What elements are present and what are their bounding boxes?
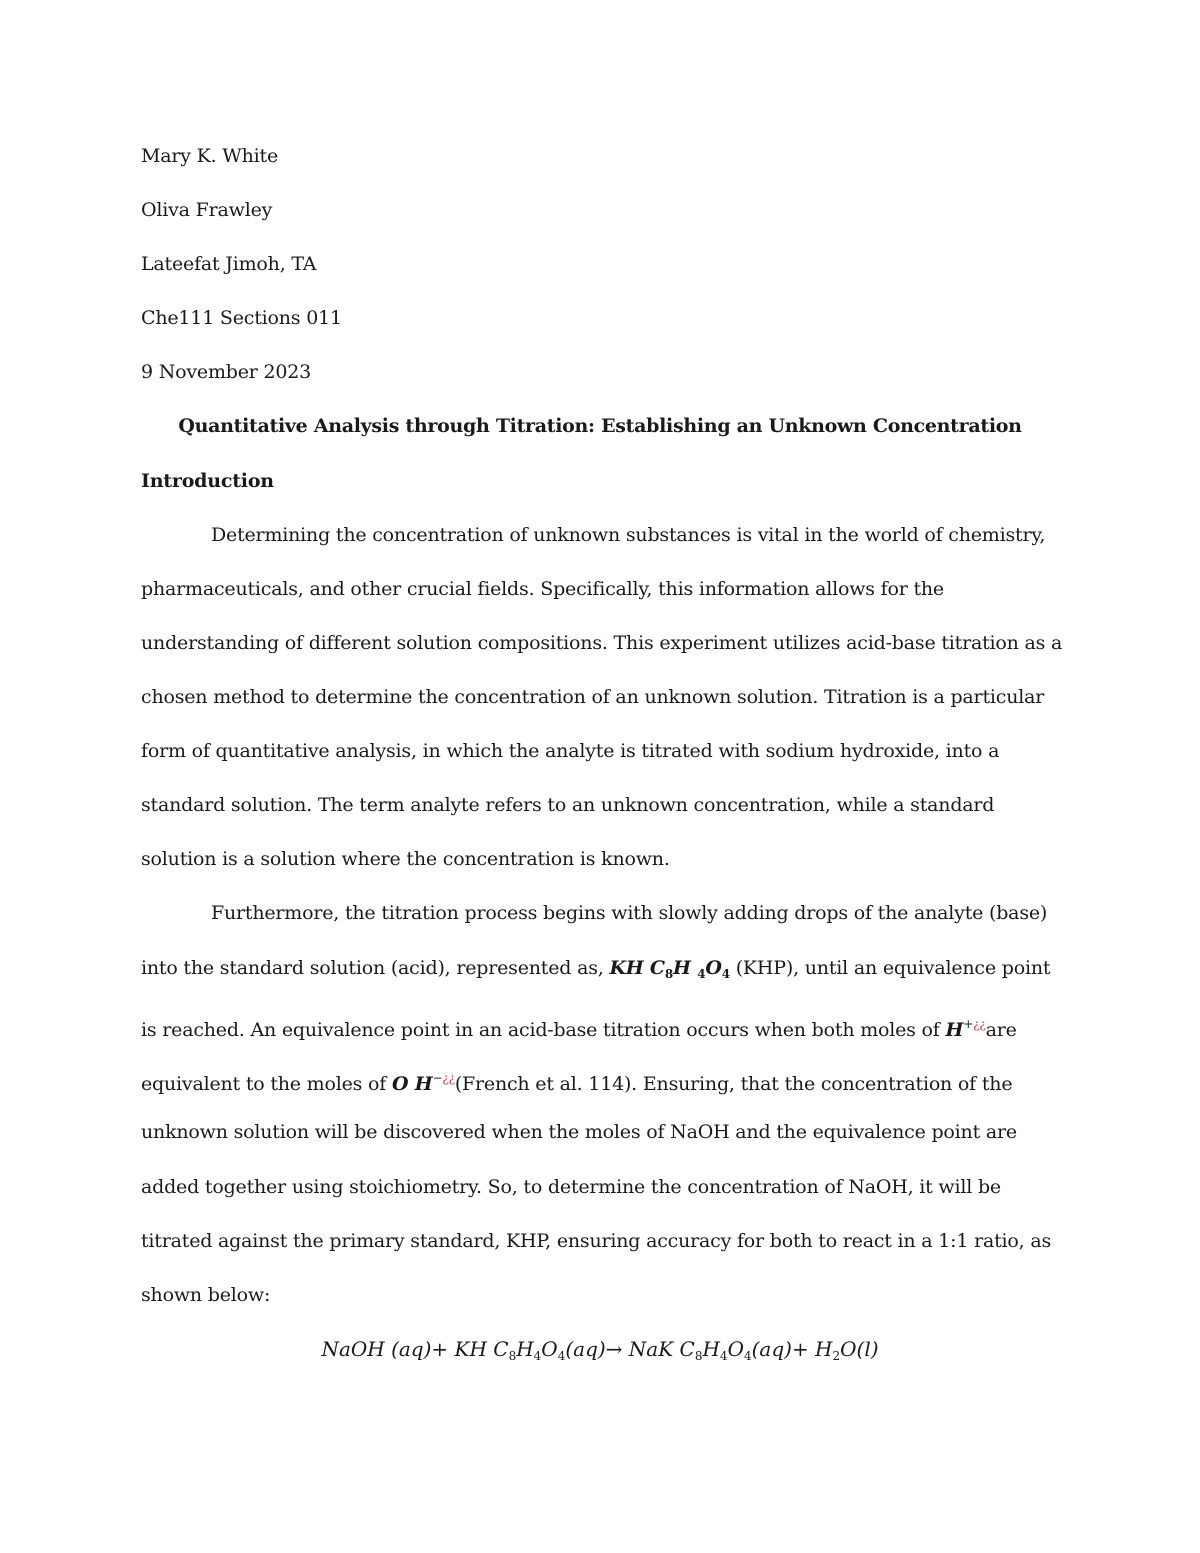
equation-sub: 4 [743, 1349, 752, 1363]
paragraph2-line: titrated against the primary standard, KHP, ensuring accuracy for both to react in a 1:1 ratio, as [141, 1230, 1051, 1252]
equation-part: H [516, 1337, 534, 1361]
paragraph2-line: added together using stoichiometry. So, to determine the concentration of NaOH, it will be [141, 1176, 1001, 1198]
document-title: Quantitative Analysis through Titration: Establishing an Unknown Concentration [178, 415, 1022, 437]
equation-sub: 4 [719, 1349, 728, 1363]
formula-part: O H [391, 1073, 433, 1095]
equation-sub: 4 [557, 1349, 566, 1363]
text-span: are [985, 1019, 1017, 1041]
section-heading: Introduction [141, 470, 274, 492]
paragraph1-line: pharmaceuticals, and other crucial fields. Specifically, this information allows for the [141, 578, 944, 600]
formula-sup: − [432, 1071, 443, 1085]
paragraph1-line: standard solution. The term analyte refers to an unknown concentration, while a standard [141, 794, 995, 816]
paragraph2-line [141, 956, 1050, 986]
document-date: 9 November 2023 [141, 361, 312, 383]
partner-name: Oliva Frawley [141, 199, 273, 221]
equation-part: (aq)+ H [751, 1337, 833, 1361]
hydroxide-ion [392, 1073, 455, 1095]
paragraph1-line: form of quantitative analysis, in which the analyte is titrated with sodium hydroxide, into a [141, 740, 1000, 762]
equation-part: O [541, 1337, 558, 1361]
formula-sub: 8 [664, 967, 674, 981]
equation-sub: 2 [832, 1349, 841, 1363]
equation-part: (aq)→ NaK C [565, 1337, 695, 1361]
course-section: Che111 Sections 011 [141, 307, 342, 329]
ta-name: Lateefat Jimoh, TA [141, 253, 317, 275]
text-span: (KHP), until an equivalence point [735, 957, 1051, 979]
paragraph2-line: unknown solution will be discovered when the moles of NaOH and the equivalence point are [141, 1121, 1017, 1143]
text-span: (French et al. 114). Ensuring, that the concentration of the [454, 1073, 1013, 1095]
formula-sup: + [963, 1017, 974, 1031]
chemical-equation [0, 1336, 1200, 1369]
equation-sub: 4 [533, 1349, 542, 1363]
text-span: equivalent to the moles of [141, 1073, 387, 1095]
paragraph2-line [141, 1012, 1017, 1042]
formula-part: H [673, 957, 691, 979]
encoding-artifact: ¿¿ [442, 1071, 455, 1085]
encoding-artifact: ¿¿ [973, 1017, 986, 1031]
text-span: into the standard solution (acid), represented as, [141, 957, 604, 979]
paragraph1-line: understanding of different solution compositions. This experiment utilizes acid-base titration as a [141, 632, 1063, 654]
equation-sub: 8 [508, 1349, 517, 1363]
paragraph1-line: Determining the concentration of unknown substances is vital in the world of chemistry, [211, 524, 1046, 546]
paragraph2-line: shown below: [141, 1284, 271, 1306]
formula-sub: 4 [721, 967, 730, 981]
formula-part: H [945, 1019, 964, 1041]
formula-part: O [705, 957, 722, 979]
author-name: Mary K. White [141, 145, 279, 167]
paragraph1-line: solution is a solution where the concentration is known. [141, 848, 670, 870]
paragraph1-line: chosen method to determine the concentration of an unknown solution. Titration is a particular [141, 686, 1045, 708]
equation-part: H [702, 1337, 720, 1361]
khp-formula [609, 957, 729, 979]
equation-part: O [727, 1337, 744, 1361]
formula-part: KH C [609, 957, 665, 979]
paragraph2-line [141, 1066, 1012, 1096]
formula-sub: 4 [697, 967, 706, 981]
equation-sub: 8 [694, 1349, 703, 1363]
text-span: is reached. An equivalence point in an acid-base titration occurs when both moles of [141, 1019, 940, 1041]
equation-part: NaOH (aq)+ KH C [321, 1337, 509, 1361]
equation-part: O(l) [840, 1337, 879, 1361]
hydrogen-ion [945, 1019, 985, 1041]
paragraph2-line: Furthermore, the titration process begins with slowly adding drops of the analyte (base) [211, 902, 1048, 924]
